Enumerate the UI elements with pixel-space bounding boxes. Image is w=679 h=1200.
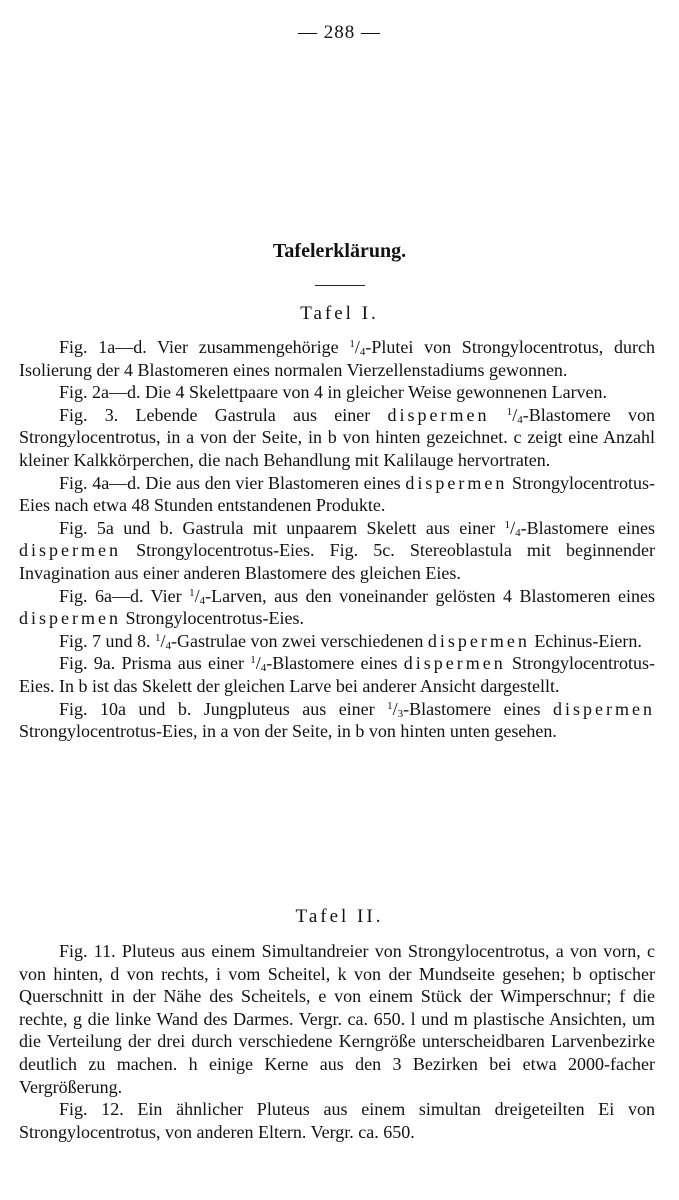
figure-caption: Fig. 5a und b. Gastrula mit unpaarem Skelett aus einer $^1/_4$-Blastomere eines dispermen Strongylocentrotus-Eies. Fig. 5c. Stereoblastula mit beginnender Invagination aus einer anderen Blastomere des gleichen Eies.	[19, 517, 655, 583]
figure-caption: Fig. 6a—d. Vier $^1/_4$-Larven, aus den voneinander gelösten 4 Blastomeren eines dispermen Strongylocentrotus-Eies.	[19, 585, 655, 629]
figure-caption: Fig. 2a—d. Die 4 Skelettpaare von 4 in gleicher Weise gewonnenen Larven.	[59, 382, 608, 403]
page-title: Tafelerklärung.	[272, 240, 407, 262]
plate-2-entries	[19, 940, 655, 1143]
plate-heading-1: Tafel I.	[300, 303, 379, 324]
page-number: — 288 —	[298, 22, 381, 43]
figure-caption: Fig. 7 und 8. $^1/_4$-Gastrulae von zwei verschiedenen dispermen Echinus-Eiern.	[59, 630, 642, 652]
plate-heading-2: Tafel II.	[295, 906, 384, 927]
plate-1-entries	[19, 336, 655, 743]
figure-caption: Fig. 4a—d. Die aus den vier Blastomeren eines dispermen Strongylocentrotus-Eies nach etwa 48 Stunden entstandenen Produkte.	[19, 472, 656, 516]
figure-caption: Fig. 10a und b. Jungpluteus aus einer $^1/_3$-Blastomere eines dispermen Strongylocentrotus-Eies, in a von der Seite, in b von hinten unten gesehen.	[19, 698, 655, 742]
figure-caption: Fig. 12. Ein ähnlicher Pluteus aus einem simultan dreigeteilten Ei von Strongylocentrotus, von anderen Eltern. Vergr. ca. 650.	[19, 1099, 655, 1142]
figure-caption: Fig. 1a—d. Vier zusammengehörige $^1/_4$-Plutei von Strongylocentrotus, durch Isolierung der 4 Blastomeren eines normalen Vierzellenstadiums gewonnen.	[19, 337, 655, 380]
figure-caption: Fig. 11. Pluteus aus einem Simultandreier von Strongylocentrotus, a von vorn, c von hinten, d von rechts, i vom Scheitel, k von der Mundseite gesehen; b optischer Querschnitt in der Nähe des Scheitels, e von einem Stück der Wimperschnur; f die rechte, g die linke Wand des Darmes. Vergr. ca. 650. l und m plastische Ansichten, um die Verteilung der drei durch verschiedene Kerngröße unterscheidbaren Larvenbezirke deutlich zu machen. h einige Kerne aus den 3 Bezirken bei etwa 2000-facher Vergrößerung.	[19, 941, 655, 1097]
figure-caption: Fig. 9a. Prisma aus einer $^1/_4$-Blastomere eines dispermen Strongylocentrotus-Eies. In b ist das Skelett der gleichen Larve bei anderer Ansicht dargestellt.	[19, 653, 655, 696]
figure-caption: Fig. 3. Lebende Gastrula aus einer dispermen $^1/_4$-Blastomere von Strongylocentrotus, in a von der Seite, in b von hinten gezeichnet. c zeigt eine Anzahl kleiner Kalkkörperchen, die nach Behandlung mit Kalilauge hervortraten.	[19, 404, 655, 470]
title-divider	[315, 285, 365, 286]
